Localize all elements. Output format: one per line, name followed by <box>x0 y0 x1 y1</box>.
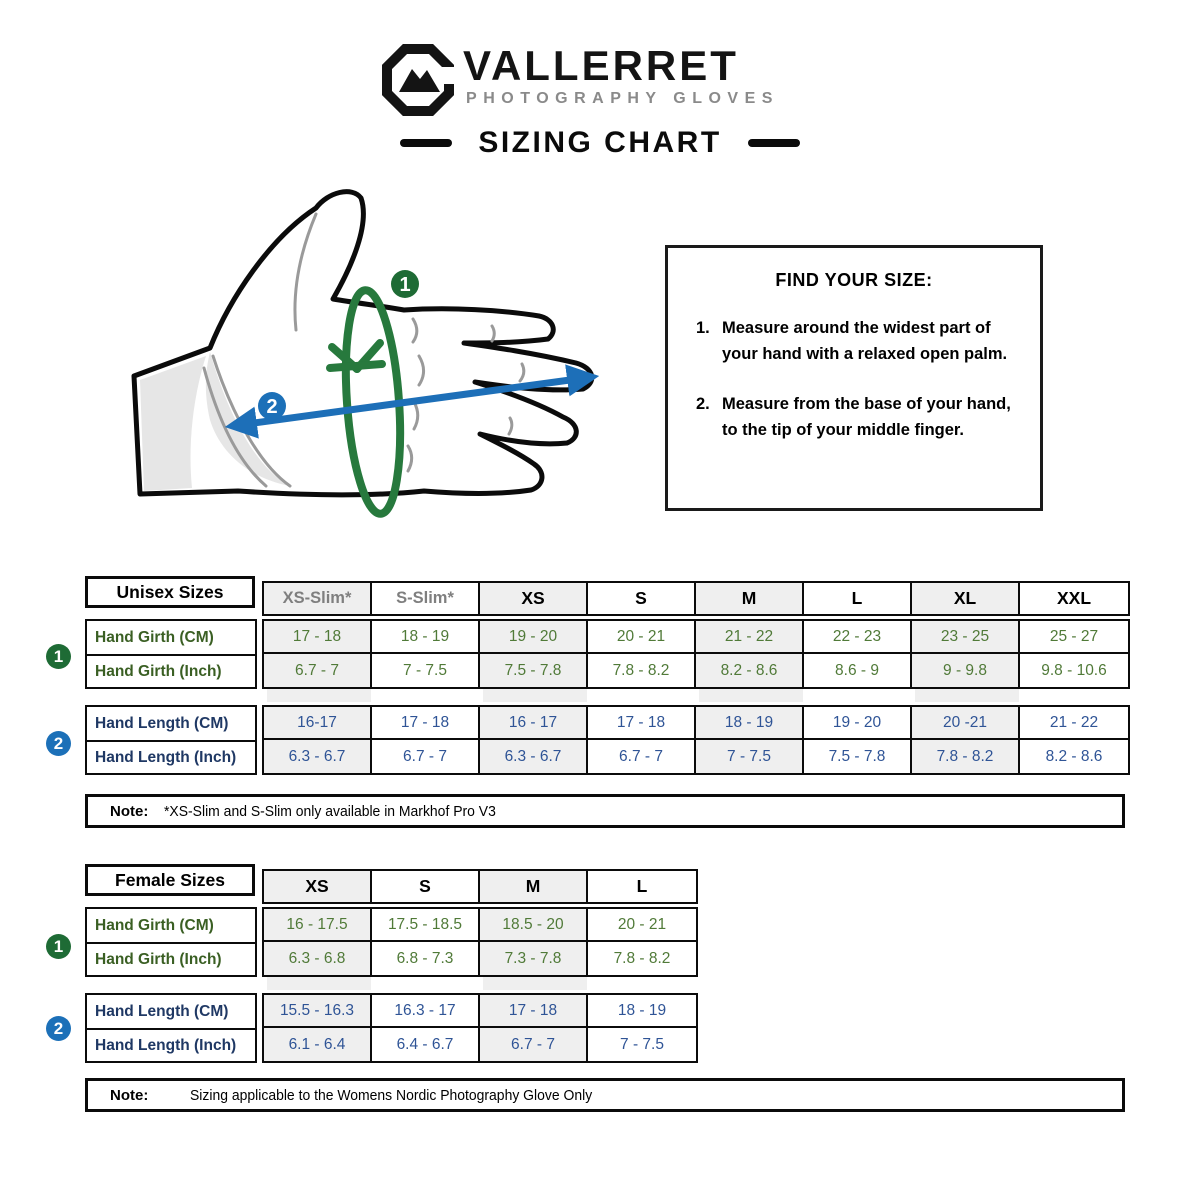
title-dash-left <box>400 139 452 147</box>
table-cell: 18 - 19 <box>372 621 480 654</box>
table-cell: 20 - 21 <box>588 621 696 654</box>
note-label: Note: <box>110 802 149 820</box>
column-header: M <box>480 871 588 902</box>
table-cell: 21 - 22 <box>696 621 804 654</box>
table-cell: 6.7 - 7 <box>480 1028 588 1061</box>
table-cell: 16 - 17 <box>480 707 588 740</box>
table-cell: 7.3 - 7.8 <box>480 942 588 975</box>
unisex-length-marker: 2 <box>46 731 71 756</box>
hand-measurement-diagram <box>120 180 620 530</box>
table-cell: 15.5 - 16.3 <box>264 995 372 1028</box>
female-length-marker: 2 <box>46 1016 71 1041</box>
table-cell: 8.2 - 8.6 <box>696 654 804 687</box>
note-text: *XS-Slim and S-Slim only available in Markhof Pro V3 <box>164 802 497 820</box>
table-cell: 23 - 25 <box>912 621 1020 654</box>
find-your-size-box <box>665 245 1043 511</box>
title-dash-right <box>748 139 800 147</box>
unisex-size-table <box>85 575 1130 775</box>
row-label: Hand Length (Inch) <box>87 1028 255 1061</box>
table-cell: 19 - 20 <box>480 621 588 654</box>
brand-header <box>0 44 1200 116</box>
instructions-list <box>696 315 1020 443</box>
table-cell: 20 -21 <box>912 707 1020 740</box>
female-header-row <box>262 869 698 904</box>
instruction-step-2: 2. Measure from the base of your hand, to the tip of your middle finger. <box>696 395 1011 439</box>
table-cell: 16 - 17.5 <box>264 909 372 942</box>
column-stripes <box>262 689 1129 702</box>
hand-outline <box>134 192 592 495</box>
row-label: Hand Girth (Inch) <box>87 942 255 975</box>
table-cell: 6.7 - 7 <box>264 654 372 687</box>
table-cell: 7.8 - 8.2 <box>613 949 671 967</box>
table-cell: 6.8 - 7.3 <box>372 942 480 975</box>
table-cell: 17 - 18 <box>372 707 480 740</box>
note-label: Note: <box>110 1086 149 1104</box>
row-label: Hand Length (CM) <box>95 714 229 732</box>
table-cell: 18 - 19 <box>696 707 804 740</box>
table-cell: 21 - 22 <box>1020 707 1128 740</box>
table-cell: 7 - 7.5 <box>372 654 480 687</box>
table-cell: 25 - 27 <box>1020 621 1128 654</box>
row-label: Hand Length (CM) <box>95 1002 229 1020</box>
column-header: XL <box>912 583 1020 614</box>
table-cell: 7.8 - 8.2 <box>912 740 1020 773</box>
row-label: Hand Girth (CM) <box>95 628 214 646</box>
diagram-marker-length <box>258 392 286 420</box>
table-cell: 6.3 - 6.7 <box>264 740 372 773</box>
table-cell: 6.1 - 6.4 <box>264 1028 372 1061</box>
table-cell: 16-17 <box>264 707 372 740</box>
unisex-header-row <box>262 581 1130 616</box>
column-header: S <box>588 583 696 614</box>
brand-tagline: PHOTOGRAPHY GLOVES <box>466 90 779 107</box>
table-cell: 7.8 - 8.2 <box>588 654 696 687</box>
unisex-length-values <box>262 705 1130 775</box>
svg-text:2: 2 <box>266 396 278 418</box>
instructions-title: FIND YOUR SIZE: <box>775 270 933 290</box>
column-header: L <box>804 583 912 614</box>
table-cell: 7 - 7.5 <box>620 1035 664 1053</box>
table-cell: 9.8 - 10.6 <box>1041 661 1107 679</box>
table-cell: 17 - 18 <box>480 995 588 1028</box>
female-length-values <box>262 993 698 1063</box>
unisex-length-labels <box>85 705 257 775</box>
column-stripes <box>262 977 697 990</box>
svg-text:1: 1 <box>399 274 411 296</box>
table-cell: 17 - 18 <box>264 621 372 654</box>
column-header: XS-Slim* <box>264 583 372 614</box>
female-length-labels <box>85 993 257 1063</box>
female-girth-marker: 1 <box>46 934 71 959</box>
female-girth-values <box>262 907 698 977</box>
row-label: Hand Girth (CM) <box>95 916 214 934</box>
table-cell: 6.4 - 6.7 <box>372 1028 480 1061</box>
column-header: S <box>372 871 480 902</box>
unisex-girth-labels <box>85 619 257 689</box>
column-header: L <box>636 876 648 896</box>
diagram-marker-girth <box>391 270 419 298</box>
female-note <box>85 1078 1125 1112</box>
column-header: S-Slim* <box>372 583 480 614</box>
table-cell: 7 - 7.5 <box>696 740 804 773</box>
page-title: SIZING CHART <box>478 126 722 159</box>
table-cell: 8.6 - 9 <box>804 654 912 687</box>
table-cell: 7.5 - 7.8 <box>804 740 912 773</box>
column-header: XS <box>264 871 372 902</box>
column-header: XS <box>480 583 588 614</box>
unisex-sizes-label: Unisex Sizes <box>85 576 255 608</box>
column-header: M <box>696 583 804 614</box>
column-header: XXL <box>1056 588 1092 608</box>
table-cell: 9 - 9.8 <box>912 654 1020 687</box>
row-label: Hand Girth (Inch) <box>87 654 255 687</box>
vallerret-logo-icon <box>381 44 455 116</box>
unisex-note <box>85 794 1125 828</box>
note-text: Sizing applicable to the Womens Nordic Photography Glove Only <box>190 1086 593 1104</box>
table-cell: 6.3 - 6.7 <box>480 740 588 773</box>
table-cell: 22 - 23 <box>804 621 912 654</box>
brand-name: VALLERRET <box>463 42 739 89</box>
table-cell: 6.7 - 7 <box>588 740 696 773</box>
table-cell: 17.5 - 18.5 <box>372 909 480 942</box>
table-cell: 8.2 - 8.6 <box>1045 747 1103 765</box>
table-cell: 6.3 - 6.8 <box>264 942 372 975</box>
table-cell: 19 - 20 <box>804 707 912 740</box>
table-cell: 16.3 - 17 <box>372 995 480 1028</box>
table-cell: 18.5 - 20 <box>480 909 588 942</box>
female-sizes-label: Female Sizes <box>85 864 255 896</box>
table-cell: 17 - 18 <box>588 707 696 740</box>
row-label: Hand Length (Inch) <box>87 740 255 773</box>
unisex-girth-values <box>262 619 1130 689</box>
unisex-girth-marker: 1 <box>46 644 71 669</box>
table-cell: 6.7 - 7 <box>372 740 480 773</box>
table-cell: 18 - 19 <box>588 995 696 1028</box>
table-cell: 20 - 21 <box>588 909 696 942</box>
instruction-step-1: 1. Measure around the widest part of your hand with a relaxed open palm. <box>696 319 1008 363</box>
table-cell: 7.5 - 7.8 <box>480 654 588 687</box>
female-girth-labels <box>85 907 257 977</box>
female-size-table <box>85 863 698 1063</box>
title-row <box>0 126 1200 160</box>
